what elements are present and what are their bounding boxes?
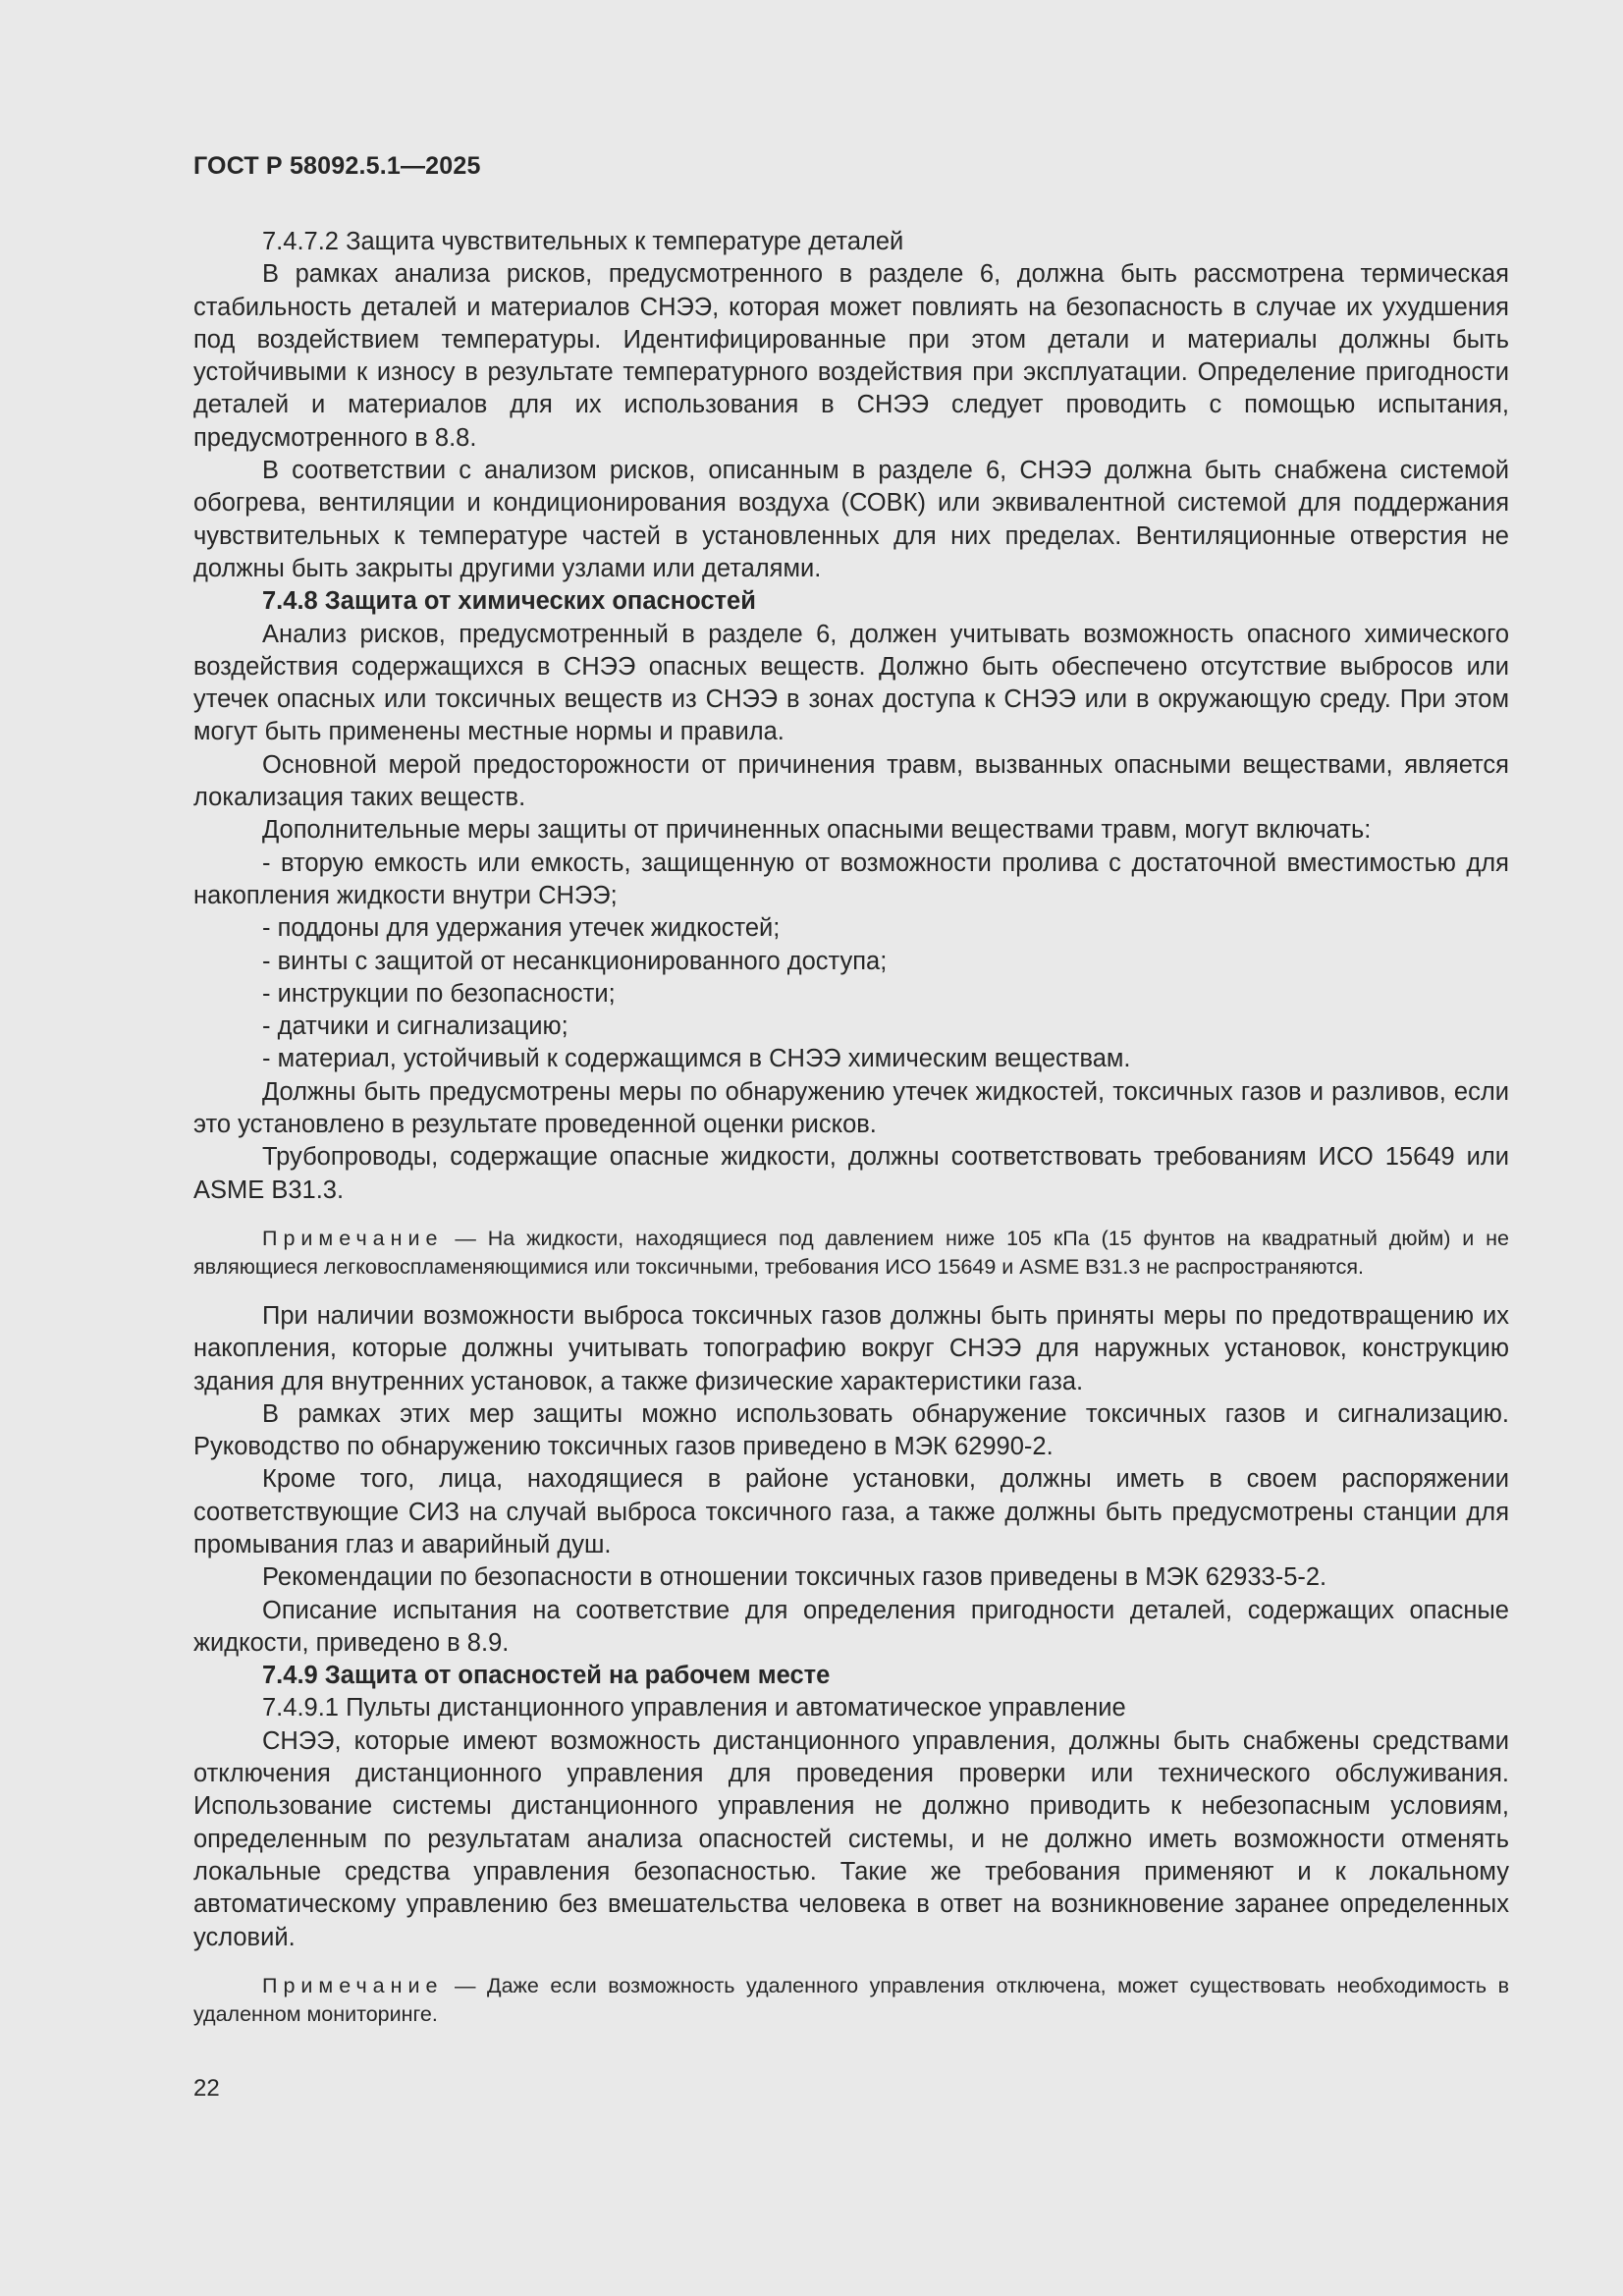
section-heading-7-4-8: 7.4.8 Защита от химических опасностей xyxy=(262,587,756,616)
subclause-heading-7-4-7-2: 7.4.7.2 Защита чувствительных к температуре деталей xyxy=(262,228,904,255)
paragraph: При наличии возможности выброса токсичных газов должны быть приняты меры по предотвращению их накопления, которые должны учитывать топографию вокруг СНЭЭ для наружных установок, конструкцию здания для внутренних установок, а также физические характеристики газа. xyxy=(193,1301,1509,1395)
document-header: ГОСТ Р 58092.5.1—2025 xyxy=(193,152,481,180)
note-text: — На жидкости, находящиеся под давлением ниже 105 кПа (15 фунтов на квадратный дюйм) и не являющиеся легковоспламеняющимися или токсичными, требования ИСО 15649 и ASME B31.3 не распространяются. xyxy=(193,1226,1509,1280)
section-heading-7-4-9: 7.4.9 Защита от опасностей на рабочем месте xyxy=(262,1662,831,1690)
paragraph: В соответствии с анализом рисков, описанным в разделе 6, СНЭЭ должна быть снабжена системой обогрева, вентиляции и кондиционирования воздуха (СОВК) или эквивалентной системой для поддержания чувствительных к температуре частей в установленных для них пределах. Вентиляционные отверстия не должны быть закрыты другими узлами или деталями. xyxy=(193,457,1509,582)
note xyxy=(193,1972,1509,2030)
list-item: - инструкции по безопасности; xyxy=(262,979,616,1008)
note xyxy=(193,1225,1509,1283)
note-label: Примечание xyxy=(262,1226,444,1250)
note-label: Примечание xyxy=(262,1973,444,1997)
paragraph: Кроме того, лица, находящиеся в районе установки, должны иметь в своем распоряжении соответствующие СИЗ на случай выброса токсичного газа, а также должны быть предусмотрены станции для промывания глаз и аварийный душ. xyxy=(193,1465,1509,1558)
document-body xyxy=(193,226,1509,2030)
paragraph: Описание испытания на соответствие для определения пригодности деталей, содержащих опасные жидкости, приведено в 8.9. xyxy=(193,1596,1509,1657)
document-page xyxy=(193,149,1509,2048)
paragraph: Дополнительные меры защиты от причиненных опасными веществами травм, могут включать: xyxy=(262,816,1372,845)
paragraph: В рамках анализа рисков, предусмотренного в разделе 6, должна быть рассмотрена термическая стабильность деталей и материалов СНЭЭ, которая может повлиять на безопасность в случае их ухудшения под воздействием температуры. Идентифицированные при этом детали и материалы должны быть устойчивыми к износу в результате температурного воздействия при эксплуатации. Определение пригодности деталей и материалов для их использования в СНЭЭ следует проводить с помощью испытания, предусмотренного в 8.8. xyxy=(193,260,1509,452)
list-item: - винты с защитой от несанкционированного доступа; xyxy=(262,947,888,975)
list-item: - датчики и сигнализацию; xyxy=(262,1012,568,1041)
subclause-heading-7-4-9-1: 7.4.9.1 Пульты дистанционного управления и автоматическое управление xyxy=(262,1694,1126,1722)
list-item: - вторую емкость или емкость, защищенную от возможности пролива с достаточной вместимостью для накопления жидкости внутри СНЭЭ; xyxy=(193,848,1509,909)
paragraph: Анализ рисков, предусмотренный в разделе 6, должен учитывать возможность опасного химического воздействия содержащихся в СНЭЭ опасных веществ. Должно быть обеспечено отсутствие выбросов или утечек опасных или токсичных веществ из СНЭЭ в зонах доступа к СНЭЭ или в окружающую среду. При этом могут быть применены местные нормы и правила. xyxy=(193,620,1509,746)
paragraph: СНЭЭ, которые имеют возможность дистанционного управления, должны быть снабжены средствами отключения дистанционного управления для проведения проверки или технического обслуживания. Использование системы дистанционного управления не должно приводить к небезопасным условиям, определенным по результатам анализа опасностей системы, и не должно иметь возможности отменять локальные средства управления безопасностью. Такие же требования применяют и к локальному автоматическому управлению без вмешательства человека в ответ на возникновение заранее определенных условий. xyxy=(193,1726,1509,1951)
paragraph: Должны быть предусмотрены меры по обнаружению утечек жидкостей, токсичных газов и разливов, если это установлено в результате проведенной оценки рисков. xyxy=(193,1077,1509,1139)
paragraph: Трубопроводы, содержащие опасные жидкости, должны соответствовать требованиям ИСО 15649 или ASME B31.3. xyxy=(193,1143,1509,1204)
paragraph: Рекомендации по безопасности в отношении токсичных газов приведены в МЭК 62933-5-2. xyxy=(262,1563,1327,1592)
list-item: - поддоны для удержания утечек жидкостей; xyxy=(262,914,781,943)
list-item: - материал, устойчивый к содержащимся в СНЭЭ химическим веществам. xyxy=(262,1045,1131,1073)
page-number: 22 xyxy=(193,2075,220,2102)
paragraph: Основной мерой предосторожности от причинения травм, вызванных опасными веществами, является локализация таких веществ. xyxy=(193,750,1509,812)
note-text: — Даже если возможность удаленного управления отключена, может существовать необходимость в удаленном мониторинге. xyxy=(193,1973,1509,2027)
paragraph: В рамках этих мер защиты можно использовать обнаружение токсичных газов и сигнализацию. Руководство по обнаружению токсичных газов приведено в МЭК 62990-2. xyxy=(193,1399,1509,1461)
